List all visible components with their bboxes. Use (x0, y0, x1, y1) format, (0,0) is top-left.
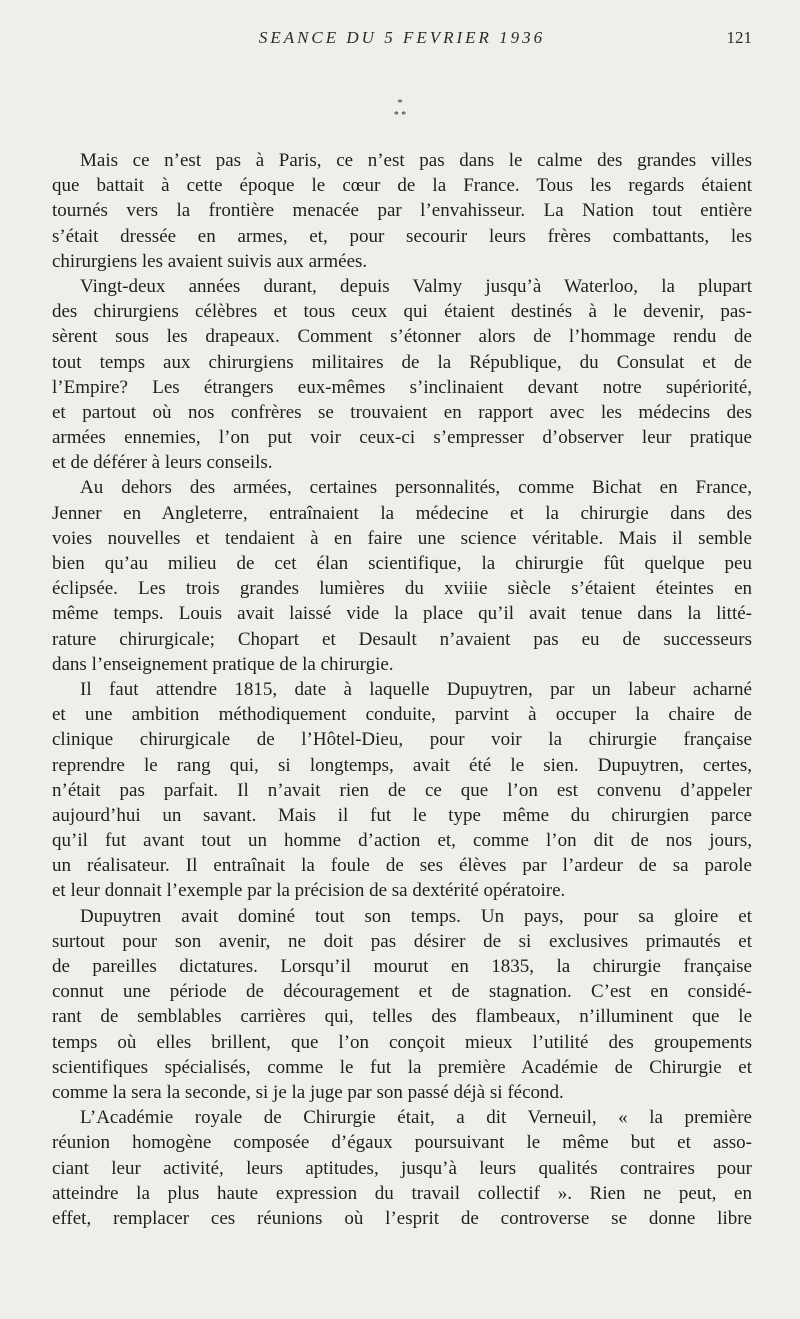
asterism-bottom: * * (393, 110, 407, 121)
running-head (52, 28, 752, 54)
text-line: atteindre la plus haute expression du travail collectif ». Rien ne peut, en (52, 1182, 752, 1204)
text-line: sèrent sous les drapeaux. Comment s’étonner alors de l’hommage rendu de (52, 326, 752, 348)
text-line: ciant leur activité, leurs aptitudes, jusqu’à leurs qualités contraires pour (52, 1157, 752, 1179)
text-line: clinique chirurgicale de l’Hôtel-Dieu, pour voir la chirurgie française (52, 729, 752, 751)
text-line: réunion homogène composée d’égaux poursuivant le même but et asso- (52, 1132, 752, 1154)
text-line: et leur donnait l’exemple par la précision de sa dextérité opératoire. (52, 880, 566, 902)
text-line: connut une période de découragement et de stagnation. C’est en considé- (52, 981, 752, 1003)
page-number: 121 (726, 28, 752, 47)
text-line: Mais ce n’est pas à Paris, ce n’est pas dans le calme des grandes villes (80, 150, 752, 171)
text-line: rant de semblables carrières qui, telles des flambeaux, n’illuminent que le (52, 1006, 752, 1028)
text-line: et partout où nos confrères se trouvaient en rapport avec les médecins des (52, 401, 752, 423)
text-line: l’Empire? Les étrangers eux-mêmes s’inclinaient devant notre supériorité, (52, 376, 752, 398)
text-line: que battait à cette époque le cœur de la France. Tous les regards étaient (52, 175, 752, 197)
text-line: Vingt-deux années durant, depuis Valmy jusqu’à Waterloo, la plupart (80, 275, 752, 297)
text-line: qu’il fut avant tout un homme d’action et, comme l’on dit de nos jours, (52, 830, 752, 852)
text-line: tournés vers la frontière menacée par l’envahisseur. La Nation tout entière (52, 200, 752, 222)
text-line: s’était dressée en armes, et, pour secourir leurs frères combattants, les (52, 225, 752, 247)
asterism-top: * (397, 98, 403, 109)
text-line: même temps. Louis avait laissé vide la place qu’il avait tenue dans la litté- (52, 603, 752, 625)
text-line: de pareilles dictatures. Lorsqu’il mourut en 1835, la chirurgie française (52, 956, 752, 977)
text-line: surtout pour son avenir, ne doit pas désirer de si exclusives primautés et (52, 930, 752, 952)
text-line: armées ennemies, l’on put voir ceux-ci s’empresser d’observer leur pratique (52, 427, 752, 449)
text-line: éclipsée. Les trois grandes lumières du xviiie siècle s’étaient éteintes en (52, 578, 752, 600)
text-line: rature chirurgicale; Chopart et Desault n’avaient pas eu de successeurs (52, 628, 752, 650)
text-line: et une ambition méthodiquement conduite, parvint à occuper la chaire de (52, 704, 752, 726)
text-line: chirurgiens les avaient suivis aux armées. (52, 250, 368, 272)
text-line: comme la sera la seconde, si je la juge par son passé déjà si fécond. (52, 1081, 564, 1103)
text-line: voies nouvelles et tendaient à en faire une science véritable. Mais il semble (52, 527, 752, 549)
running-head-title: SEANCE DU 5 FEVRIER 1936 (258, 28, 546, 47)
text-line: Dupuytren avait dominé tout son temps. Un pays, pour sa gloire et (80, 905, 752, 927)
body-text (52, 148, 752, 1231)
text-line: temps où elles brillent, que l’on conçoit mieux l’utilité des groupements (52, 1031, 752, 1053)
text-line: des chirurgiens célèbres et tous ceux qui étaient destinés à le devenir, pas- (52, 301, 752, 323)
text-line: reprendre le rang qui, si longtemps, avait été le sien. Dupuytren, certes, (52, 754, 752, 776)
text-line: et de déférer à leurs conseils. (52, 452, 273, 474)
text-line: Au dehors des armées, certaines personnalités, comme Bichat en France, (80, 477, 752, 499)
text-line: un réalisateur. Il entraînait la foule de ses élèves par l’ardeur de sa parole (52, 855, 752, 877)
text-line: L’Académie royale de Chirurgie était, a dit Verneuil, « la première (80, 1107, 752, 1129)
text-line: aujourd’hui un savant. Mais il fut le type même du chirurgien parce (52, 804, 752, 826)
text-line: dans l’enseignement pratique de la chirurgie. (52, 653, 394, 675)
text-line: Jenner en Angleterre, entraînaient la médecine et la chirurgie dans des (52, 502, 752, 524)
text-line: scientifiques spécialisés, comme le fut la première Académie de Chirurgie et (52, 1056, 752, 1078)
asterism-ornament (0, 98, 800, 128)
text-line: bien qu’au milieu de cet élan scientifique, la chirurgie fût quelque peu (52, 553, 752, 574)
text-line: Il faut attendre 1815, date à laquelle Dupuytren, par un labeur acharné (80, 678, 752, 700)
text-line: n’était pas parfait. Il n’avait rien de ce que l’on est convenu d’appeler (52, 779, 752, 801)
text-line: tout temps aux chirurgiens militaires de la République, du Consulat et de (52, 351, 752, 373)
text-line: effet, remplacer ces réunions où l’esprit de controverse se donne libre (52, 1207, 752, 1229)
